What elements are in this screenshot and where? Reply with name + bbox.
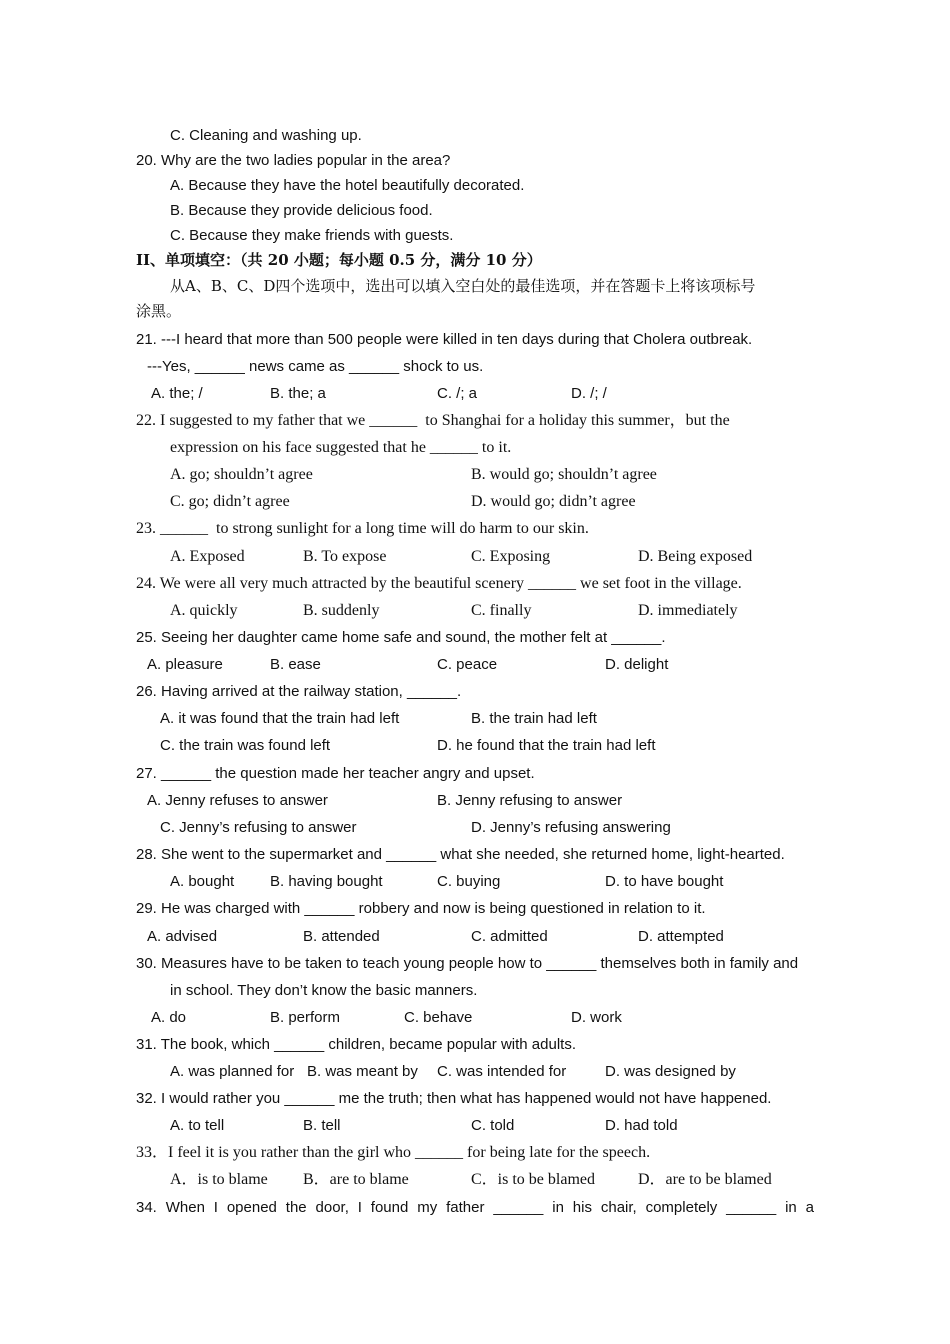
q21-option-d: D. /; / bbox=[571, 385, 607, 402]
q22-option-d: D. would go; didn’t agree bbox=[471, 493, 636, 510]
q29-option-b: B. attended bbox=[303, 928, 380, 945]
q30-option-c: C. behave bbox=[404, 1009, 473, 1026]
q29-option-d: D. attempted bbox=[638, 928, 724, 945]
q25-stem: 25. Seeing her daughter came home safe and sound, the mother felt at ______. bbox=[136, 629, 666, 646]
q31-option-d: D. was designed by bbox=[605, 1063, 736, 1080]
q26-stem: 26. Having arrived at the railway station, ______. bbox=[136, 683, 462, 700]
q23-stem: 23. ______ to strong sunlight for a long time will do harm to our skin. bbox=[136, 520, 589, 537]
section-instructions-cont: 涂黑。 bbox=[136, 302, 182, 320]
q24-option-c: C. finally bbox=[471, 602, 532, 619]
q27-stem: 27. ______ the question made her teacher angry and upset. bbox=[136, 765, 535, 782]
q23-option-d: D. Being exposed bbox=[638, 548, 753, 565]
section-instructions: 从A、B、C、D四个选项中，选出可以填入空白处的最佳选项，并在答题卡上将该项标号 bbox=[170, 277, 756, 295]
q20-stem: 20. Why are the two ladies popular in the area? bbox=[136, 152, 451, 169]
q20-option-a: A. Because they have the hotel beautifully decorated. bbox=[170, 177, 525, 194]
q21-stem: 21. ---I heard that more than 500 people were killed in ten days during that Cholera outbreak. bbox=[136, 331, 753, 348]
q20-option-c: C. Because they make friends with guests. bbox=[170, 227, 454, 244]
q22-option-a: A. go; shouldn’t agree bbox=[170, 466, 313, 483]
q32-option-b: B. tell bbox=[303, 1117, 341, 1134]
q30-stem: 30. Measures have to be taken to teach young people how to ______ themselves both in family and bbox=[136, 955, 799, 972]
q30-option-b: B. perform bbox=[270, 1009, 341, 1026]
q25-option-d: D. delight bbox=[605, 656, 669, 673]
q27-option-c: C. Jenny’s refusing to answer bbox=[160, 819, 357, 836]
q27-option-d: D. Jenny’s refusing answering bbox=[471, 819, 671, 836]
q21-stem-cont: ---Yes, ______ news came as ______ shock to us. bbox=[147, 358, 484, 375]
q29-stem: 29. He was charged with ______ robbery and now is being questioned in relation to it. bbox=[136, 900, 706, 917]
q33-option-d: D．are to be blamed bbox=[638, 1171, 772, 1188]
q33-option-b: B．are to blame bbox=[303, 1171, 409, 1188]
q32-option-c: C. told bbox=[471, 1117, 515, 1134]
q22-option-b: B. would go; shouldn’t agree bbox=[471, 466, 657, 483]
q20-option-b: B. Because they provide delicious food. bbox=[170, 202, 433, 219]
q31-option-a: A. was planned for bbox=[170, 1063, 295, 1080]
q29-option-c: C. admitted bbox=[471, 928, 548, 945]
q27-option-b: B. Jenny refusing to answer bbox=[437, 792, 623, 809]
q34-stem: 34. When I opened the door, I found my father ______ in his chair, completely ______ in a bbox=[136, 1199, 814, 1216]
q27-option-a: A. Jenny refuses to answer bbox=[147, 792, 328, 809]
q29-option-a: A. advised bbox=[147, 928, 218, 945]
q24-option-a: A. quickly bbox=[170, 602, 238, 619]
q24-option-d: D. immediately bbox=[638, 602, 738, 619]
q22-stem-cont: expression on his face suggested that he ______ to it. bbox=[170, 439, 512, 456]
q21-option-c: C. /; a bbox=[437, 385, 478, 402]
q32-option-a: A. to tell bbox=[170, 1117, 225, 1134]
q21-option-a: A. the; / bbox=[151, 385, 203, 402]
q32-option-d: D. had told bbox=[605, 1117, 678, 1134]
q26-option-a: A. it was found that the train had left bbox=[160, 710, 400, 727]
section-heading: II、单项填空：（共 20 小题；每小题 0.5 分，满分 10 分） bbox=[136, 251, 542, 269]
q25-option-b: B. ease bbox=[270, 656, 321, 673]
q23-option-c: C. Exposing bbox=[471, 548, 551, 565]
q30-stem-cont: in school. They don’t know the basic manners. bbox=[170, 982, 478, 999]
q26-option-c: C. the train was found left bbox=[160, 737, 331, 754]
q28-option-b: B. having bought bbox=[270, 873, 383, 890]
q30-option-a: A. do bbox=[151, 1009, 187, 1026]
q33-stem: 33．I feel it is you rather than the girl who ______ for being late for the speech. bbox=[136, 1144, 651, 1161]
q22-option-c: C. go; didn’t agree bbox=[170, 493, 290, 510]
q25-option-a: A. pleasure bbox=[147, 656, 223, 673]
q28-option-c: C. buying bbox=[437, 873, 501, 890]
q24-stem: 24. We were all very much attracted by the beautiful scenery ______ we set foot in the village. bbox=[136, 575, 742, 592]
q31-option-b: B. was meant by bbox=[307, 1063, 418, 1080]
q25-option-c: C. peace bbox=[437, 656, 498, 673]
q33-option-a: A．is to blame bbox=[170, 1171, 268, 1188]
q28-stem: 28. She went to the supermarket and ______ what she needed, she returned home, light-hearted. bbox=[136, 846, 785, 863]
q23-option-b: B. To expose bbox=[303, 548, 387, 565]
q31-option-c: C. was intended for bbox=[437, 1063, 567, 1080]
q24-option-b: B. suddenly bbox=[303, 602, 380, 619]
q26-option-b: B. the train had left bbox=[471, 710, 597, 727]
q32-stem: 32. I would rather you ______ me the truth; then what has happened would not have happened. bbox=[136, 1090, 772, 1107]
q21-option-b: B. the; a bbox=[270, 385, 326, 402]
q26-option-d: D. he found that the train had left bbox=[437, 737, 656, 754]
q23-option-a: A. Exposed bbox=[170, 548, 245, 565]
q28-option-a: A. bought bbox=[170, 873, 235, 890]
q22-stem: 22. I suggested to my father that we ______ to Shanghai for a holiday this summer，but the bbox=[136, 412, 730, 429]
q28-option-d: D. to have bought bbox=[605, 873, 724, 890]
q30-option-d: D. work bbox=[571, 1009, 622, 1026]
q31-stem: 31. The book, which ______ children, became popular with adults. bbox=[136, 1036, 577, 1053]
q33-option-c: C．is to be blamed bbox=[471, 1171, 595, 1188]
q19-option-c: C. Cleaning and washing up. bbox=[170, 127, 362, 144]
